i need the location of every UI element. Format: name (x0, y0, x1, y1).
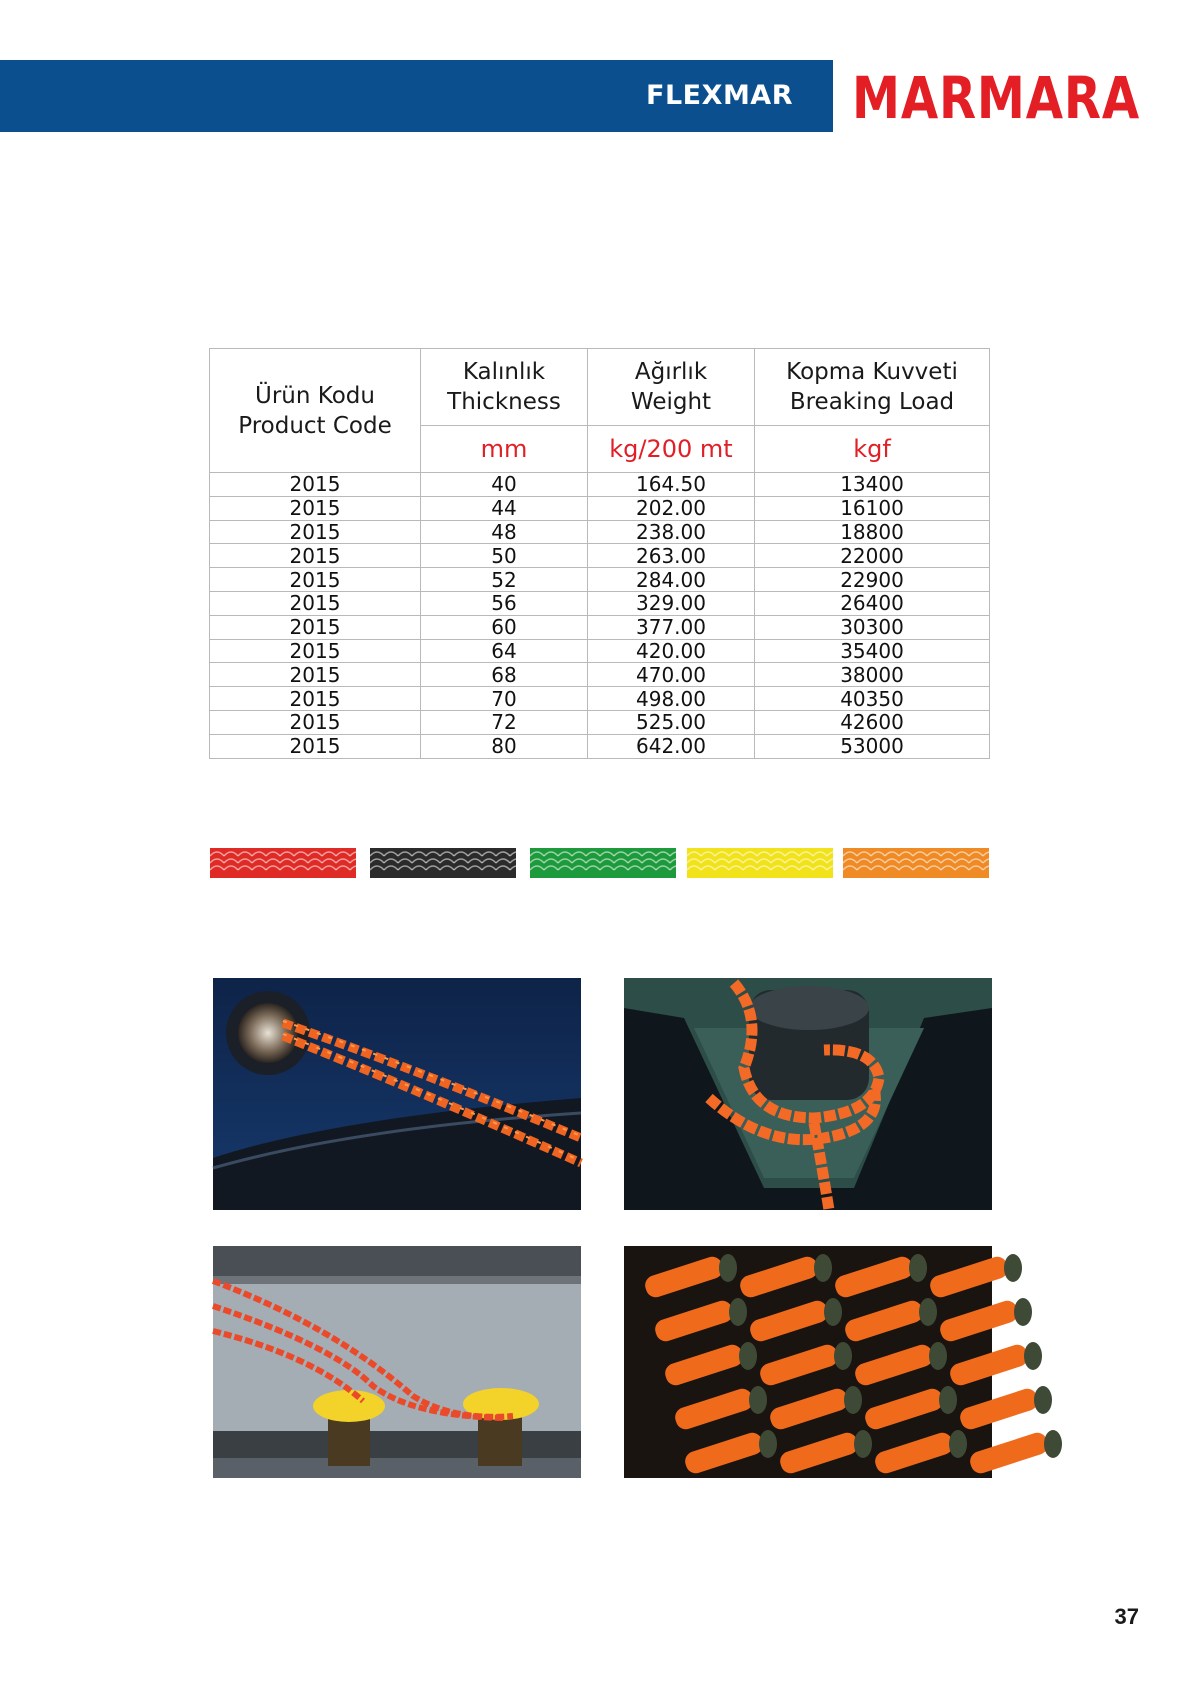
cell-product-code: 2015 (210, 591, 421, 615)
unit-weight: kg/200 mt (588, 426, 755, 473)
header-thickness-en: Thickness (447, 389, 561, 415)
cell-thickness: 40 (421, 473, 588, 497)
cell-weight: 238.00 (588, 520, 755, 544)
cell-thickness: 60 (421, 615, 588, 639)
cell-breaking-load: 35400 (755, 639, 990, 663)
cell-weight: 470.00 (588, 663, 755, 687)
cell-product-code: 2015 (210, 473, 421, 497)
header-code-tr: Ürün Kodu (255, 382, 375, 409)
cell-weight: 642.00 (588, 734, 755, 758)
cell-weight: 284.00 (588, 568, 755, 592)
cell-product-code: 2015 (210, 734, 421, 758)
cell-product-code: 2015 (210, 710, 421, 734)
cell-weight: 377.00 (588, 615, 755, 639)
cell-product-code: 2015 (210, 520, 421, 544)
header-product-code (210, 349, 421, 473)
cell-thickness: 72 (421, 710, 588, 734)
header-thickness (421, 349, 588, 426)
page-number: 37 (1114, 1604, 1139, 1629)
cell-breaking-load: 40350 (755, 687, 990, 711)
cell-breaking-load: 42600 (755, 710, 990, 734)
table-row (210, 473, 990, 497)
photo-rope-production (624, 1246, 992, 1478)
cell-thickness: 70 (421, 687, 588, 711)
spec-table-body (210, 473, 990, 759)
table-row (210, 544, 990, 568)
cell-weight: 329.00 (588, 591, 755, 615)
photo-rope-yellow-bollards (213, 1246, 581, 1478)
table-row (210, 520, 990, 544)
table-row (210, 568, 990, 592)
cell-weight: 263.00 (588, 544, 755, 568)
cell-breaking-load: 53000 (755, 734, 990, 758)
table-row (210, 615, 990, 639)
unit-thickness: mm (421, 426, 588, 473)
cell-thickness: 64 (421, 639, 588, 663)
cell-thickness: 80 (421, 734, 588, 758)
cell-breaking-load: 18800 (755, 520, 990, 544)
rope-swatch-green (530, 848, 676, 878)
unit-load: kgf (755, 426, 990, 473)
rope-color-swatches (210, 848, 990, 878)
header-load-tr: Kopma Kuvveti (786, 359, 958, 385)
spec-table (209, 348, 990, 759)
cell-thickness: 52 (421, 568, 588, 592)
cell-breaking-load: 13400 (755, 473, 990, 497)
cell-weight: 202.00 (588, 496, 755, 520)
cell-breaking-load: 16100 (755, 496, 990, 520)
product-title: FLEXMAR (646, 80, 793, 111)
cell-weight: 420.00 (588, 639, 755, 663)
cell-product-code: 2015 (210, 496, 421, 520)
cell-breaking-load: 26400 (755, 591, 990, 615)
photo-rope-fairlead (213, 978, 581, 1210)
table-row (210, 663, 990, 687)
header-weight (588, 349, 755, 426)
cell-thickness: 56 (421, 591, 588, 615)
logo-text: MARMARA (852, 64, 1140, 132)
cell-product-code: 2015 (210, 687, 421, 711)
cell-weight: 498.00 (588, 687, 755, 711)
cell-thickness: 48 (421, 520, 588, 544)
header-load-en: Breaking Load (789, 389, 955, 415)
cell-product-code: 2015 (210, 663, 421, 687)
marmara-logo (852, 64, 1142, 132)
rope-swatch-yellow (687, 848, 833, 878)
cell-product-code: 2015 (210, 544, 421, 568)
cell-breaking-load: 22000 (755, 544, 990, 568)
cell-product-code: 2015 (210, 615, 421, 639)
cell-breaking-load: 22900 (755, 568, 990, 592)
cell-breaking-load: 38000 (755, 663, 990, 687)
table-row (210, 687, 990, 711)
table-row (210, 710, 990, 734)
cell-weight: 525.00 (588, 710, 755, 734)
header-breaking-load (755, 349, 990, 426)
cell-breaking-load: 30300 (755, 615, 990, 639)
rope-swatch-black (370, 848, 516, 878)
rope-swatch-orange (843, 848, 989, 878)
table-row (210, 496, 990, 520)
header-weight-en: Weight (630, 389, 712, 415)
photo-rope-bollard (624, 978, 992, 1210)
header-code-en: Product Code (238, 412, 392, 439)
cell-weight: 164.50 (588, 473, 755, 497)
rope-swatch-red (210, 848, 356, 878)
cell-product-code: 2015 (210, 568, 421, 592)
cell-thickness: 50 (421, 544, 588, 568)
cell-product-code: 2015 (210, 639, 421, 663)
cell-thickness: 44 (421, 496, 588, 520)
table-row (210, 591, 990, 615)
table-row (210, 734, 990, 758)
header-bar (0, 60, 833, 132)
header-weight-tr: Ağırlık (634, 359, 708, 385)
cell-thickness: 68 (421, 663, 588, 687)
table-row (210, 639, 990, 663)
header-thickness-tr: Kalınlık (462, 359, 546, 385)
